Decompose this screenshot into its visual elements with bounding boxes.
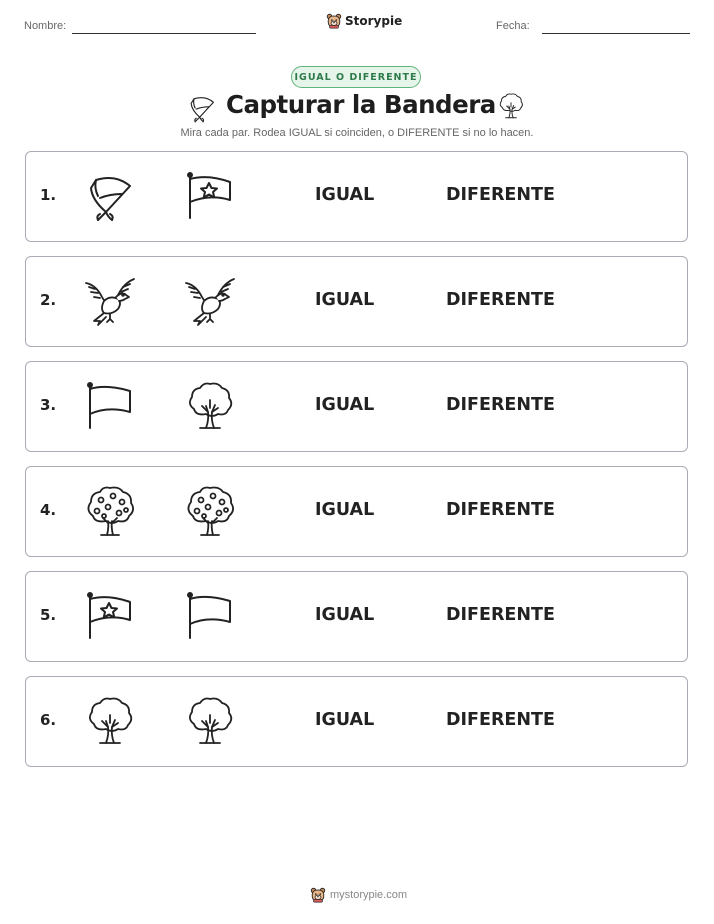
brand-name: Storypie	[345, 14, 403, 28]
tree-icon	[496, 90, 526, 122]
option-diferente[interactable]: DIFERENTE	[446, 710, 555, 730]
tree-icon	[182, 378, 238, 434]
instructions: Mira cada par. Rodea IGUAL si coinciden, o DIFERENTE si no lo hacen.	[180, 127, 534, 139]
bear-icon	[310, 887, 326, 903]
row-number: 4.	[40, 501, 57, 519]
row-number: 3.	[40, 396, 57, 414]
exercise-row-3	[25, 361, 688, 452]
bandana-icon	[186, 92, 218, 124]
date-label: Fecha:	[496, 20, 530, 32]
flag-star-icon	[182, 168, 238, 224]
option-igual[interactable]: IGUAL	[315, 500, 375, 520]
bear-icon	[326, 13, 342, 29]
footer	[310, 887, 407, 903]
name-label: Nombre:	[24, 20, 67, 32]
tree-icon	[82, 693, 138, 749]
bandana-icon	[82, 168, 138, 224]
row-number: 6.	[40, 711, 57, 729]
exercise-row-4	[25, 466, 688, 557]
fruit-tree-icon	[182, 483, 238, 539]
exercise-row-5	[25, 571, 688, 662]
option-igual[interactable]: IGUAL	[315, 185, 375, 205]
option-igual[interactable]: IGUAL	[315, 395, 375, 415]
exercise-row-6	[25, 676, 688, 767]
activity-badge: IGUAL O DIFERENTE	[291, 66, 421, 88]
row-number: 1.	[40, 186, 57, 204]
option-diferente[interactable]: DIFERENTE	[446, 395, 555, 415]
flag-plain-icon	[182, 588, 238, 644]
name-line[interactable]	[72, 33, 256, 34]
flag-plain-icon	[82, 378, 138, 434]
eagle-icon	[82, 273, 138, 329]
eagle-icon	[182, 273, 238, 329]
row-number: 5.	[40, 606, 57, 624]
fruit-tree-icon	[82, 483, 138, 539]
option-igual[interactable]: IGUAL	[315, 710, 375, 730]
flag-star-icon	[82, 588, 138, 644]
row-number: 2.	[40, 291, 57, 309]
tree-icon	[182, 693, 238, 749]
option-igual[interactable]: IGUAL	[315, 605, 375, 625]
exercise-row-2	[25, 256, 688, 347]
date-line[interactable]	[542, 33, 690, 34]
option-diferente[interactable]: DIFERENTE	[446, 605, 555, 625]
exercise-row-1	[25, 151, 688, 242]
option-diferente[interactable]: DIFERENTE	[446, 185, 555, 205]
option-diferente[interactable]: DIFERENTE	[446, 290, 555, 310]
page-title: Capturar la Bandera	[226, 90, 496, 119]
option-igual[interactable]: IGUAL	[315, 290, 375, 310]
option-diferente[interactable]: DIFERENTE	[446, 500, 555, 520]
footer-url[interactable]: mystorypie.com	[330, 889, 408, 901]
brand-logo	[326, 13, 402, 29]
